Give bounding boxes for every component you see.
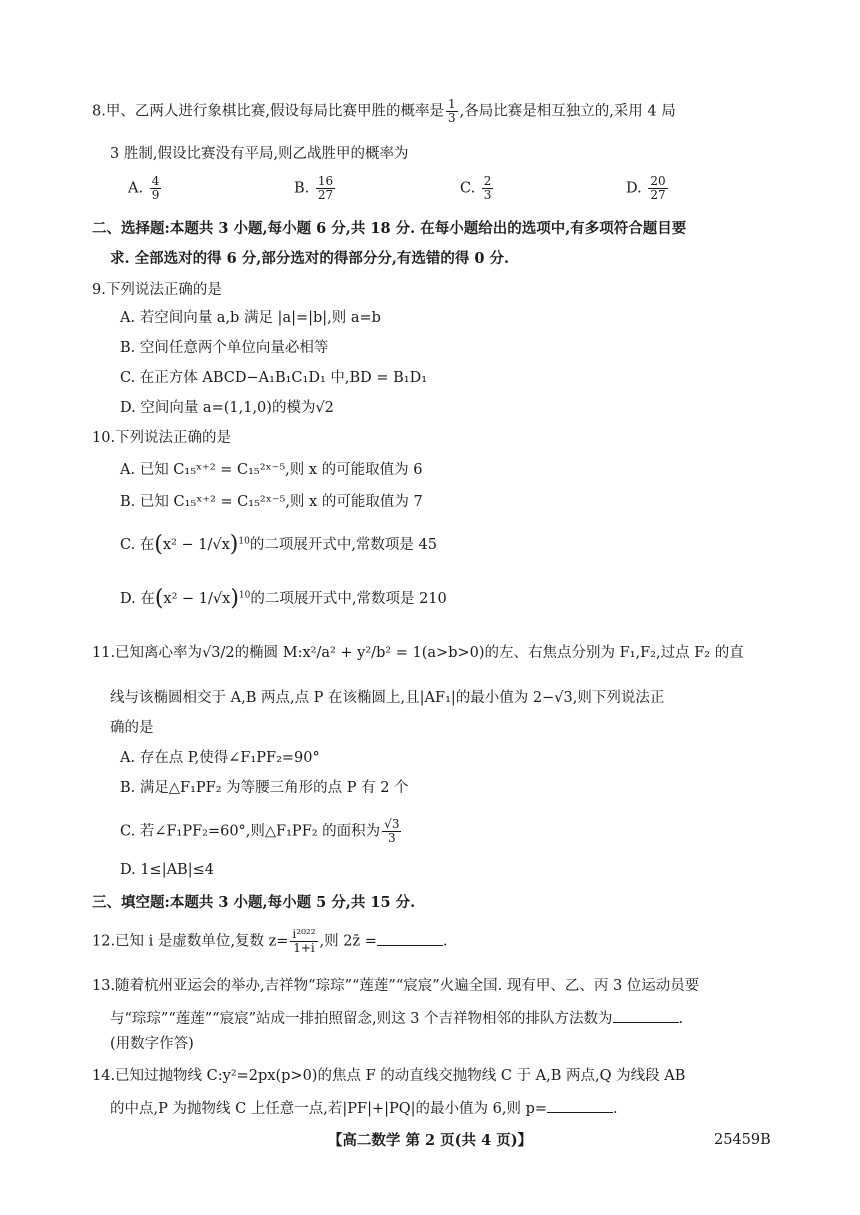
q8-text-a: 8.甲、乙两人进行象棋比赛,假设每局比赛甲胜的概率是 <box>92 103 444 120</box>
q12-fraction: $\frac{\text{i²⁰²²}}{1+i}$ <box>292 927 316 956</box>
q10-option-b: B. 已知 C₁₅ˣ⁺² = C₁₅²ˣ⁻⁵,则 x 的可能取值为 7 <box>120 494 423 510</box>
q11-line1: 11.已知离心率为√3/2的椭圆 M:x²/a² + y²/b² = 1(a>b>0)的左、右焦点分别为 F₁,F₂,过点 F₂ 的直 <box>92 645 744 661</box>
section3-heading: 三、填空题:本题共 3 小题,每小题 5 分,共 15 分. <box>92 894 416 911</box>
q14-line2: 的中点,P 为抛物线 C 上任意一点,若|PF|+|PQ|的最小值为 6,则 p= . <box>110 1098 618 1118</box>
q8-line2: 3 胜制,假设比赛没有平局,则乙战胜甲的概率为 <box>110 146 409 162</box>
q10-option-d: D. 在$(x^2 - 1/√x)^{10}$的二项展开式中,常数项是 210 <box>120 586 447 611</box>
q8-option-c: C. $\frac{2}{3}$ <box>460 174 492 203</box>
section2-heading-cont: 求. 全部选对的得 6 分,部分选对的得部分分,有选错的得 0 分. <box>110 250 510 267</box>
q10-expression: x² − 1/√x <box>163 591 231 608</box>
q11-line2: 线与该椭圆相交于 A,B 两点,点 P 在该椭圆上,且|AF₁|的最小值为 2−√3,则下列说法正 <box>110 690 665 706</box>
q9-option-a: A. 若空间向量 a,b 满足 |a|=|b|,则 a=b <box>120 310 381 326</box>
q11-option-d: D. 1≤|AB|≤4 <box>120 862 214 878</box>
q14-answer-blank[interactable] <box>547 1098 613 1113</box>
q11-option-c: C. 若∠F₁PF₂=60°,则△F₁PF₂ 的面积为 $\frac{√3}{3}$ <box>120 817 400 846</box>
q9-option-b: B. 空间任意两个单位向量必相等 <box>120 340 329 356</box>
q8-option-b: B. $\frac{16}{27}$ <box>294 174 334 203</box>
q9-option-c: C. 在正方体 ABCD−A₁B₁C₁D₁ 中,BD = B₁D₁ <box>120 370 428 386</box>
q10-option-a: A. 已知 C₁₅ˣ⁺² = C₁₅²ˣ⁻⁵,则 x 的可能取值为 6 <box>120 462 423 478</box>
q8-option-a: A. $\frac{4}{9}$ <box>128 174 160 203</box>
q10-option-c: C. 在$(x^2 - 1/√x)^{10}$的二项展开式中,常数项是 45 <box>120 532 437 557</box>
page-footer: 【高二数学 第 2 页(共 4 页)】 <box>327 1132 533 1149</box>
q11-line3: 确的是 <box>110 720 154 736</box>
q14-line1: 14.已知过抛物线 C:y²=2px(p>0)的焦点 F 的动直线交抛物线 C 于 A,B 两点,Q 为线段 AB <box>92 1068 686 1084</box>
q13-line3: (用数字作答) <box>110 1036 194 1052</box>
q13-answer-blank[interactable] <box>613 1008 679 1023</box>
q10-stem: 10.下列说法正确的是 <box>92 430 232 446</box>
q11-option-b: B. 满足△F₁PF₂ 为等腰三角形的点 P 有 2 个 <box>120 780 409 796</box>
q13-line2: 与“琮琮”“莲莲”“宸宸”站成一排拍照留念,则这 3 个吉祥物相邻的排队方法数为 . <box>110 1008 683 1028</box>
q11-eccentricity: √3/2 <box>202 645 235 661</box>
q10-expression: x² − 1/√x <box>162 537 230 554</box>
q8-fraction: $\frac{1}{3}$ <box>447 97 456 126</box>
exam-code: 25459B <box>714 1132 771 1148</box>
q13-line1: 13.随着杭州亚运会的举办,吉祥物“琮琮”“莲莲”“宸宸”火遍全国. 现有甲、乙、丙 3 位运动员要 <box>92 978 700 994</box>
q12-line: 12.已知 i 是虚数单位,复数 z= $\frac{\text{i²⁰²²}}{1+i}$ ,则 2z̄ = . <box>92 927 448 956</box>
q8-text-b: ,各局比赛是相互独立的,采用 4 局 <box>459 103 676 120</box>
q8-line1 <box>92 98 676 125</box>
q11-option-a: A. 存在点 P,使得∠F₁PF₂=90° <box>120 750 320 766</box>
q12-answer-blank[interactable] <box>377 931 443 946</box>
section2-heading: 二、选择题:本题共 3 小题,每小题 6 分,共 18 分. 在每小题给出的选项中,有多项符合题目要 <box>92 220 687 237</box>
q9-stem: 9.下列说法正确的是 <box>92 282 222 298</box>
q9-option-d: D. 空间向量 a=(1,1,0)的模为√2 <box>120 400 334 416</box>
q8-option-d: D. $\frac{20}{27}$ <box>626 174 666 203</box>
